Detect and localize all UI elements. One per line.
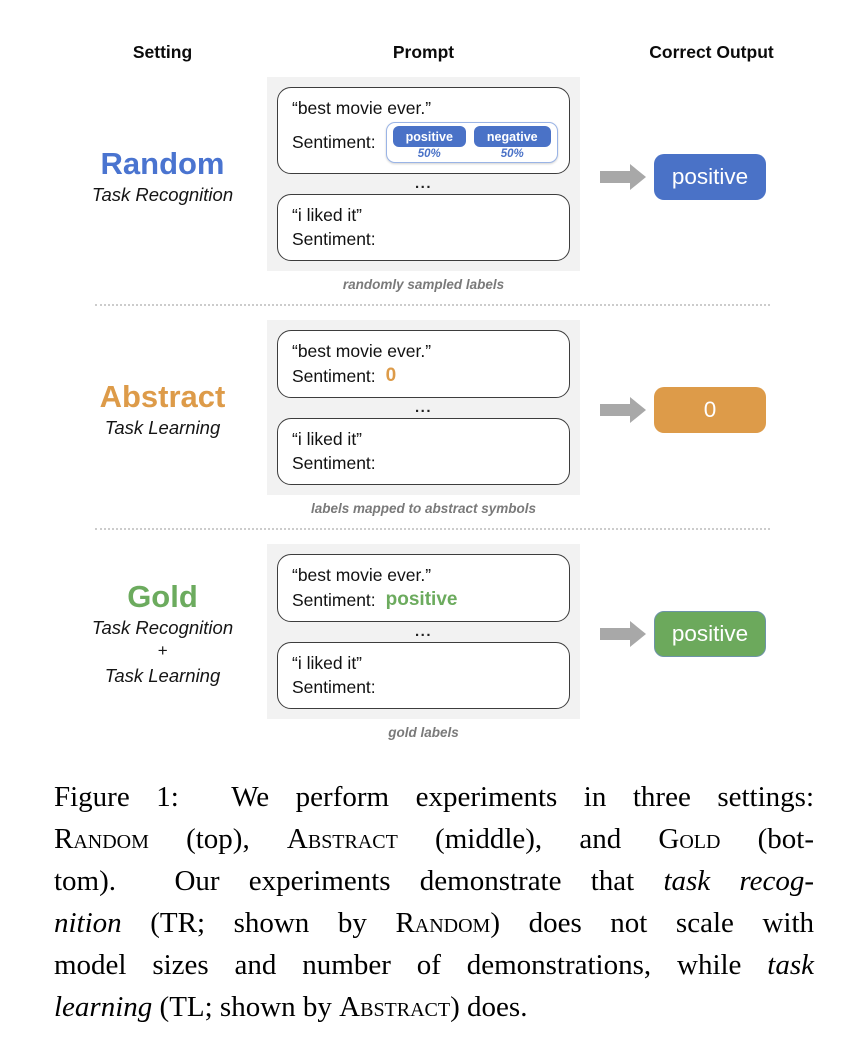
setting-subtitle: Task Recognition	[91, 617, 234, 639]
review-text: “i liked it”	[292, 205, 363, 226]
sentiment-value: positive	[385, 589, 458, 611]
output-column	[580, 154, 868, 200]
arrow-right-icon	[600, 397, 646, 423]
ellipsis: ...	[414, 399, 432, 417]
panel-caption: labels mapped to abstract symbols	[310, 501, 537, 517]
plus-sign: +	[157, 641, 168, 661]
negative-choice-button: negative	[474, 126, 551, 147]
review-text: “best movie ever.”	[292, 565, 432, 586]
review-text: “i liked it”	[292, 429, 363, 450]
sentiment-label: Sentiment:	[292, 453, 376, 474]
setting-row-gold	[0, 544, 868, 740]
column-header-setting: Setting	[132, 42, 193, 62]
prompt-panel	[267, 320, 580, 495]
sentiment-line	[292, 677, 555, 698]
positive-choice-probability: 50%	[417, 148, 441, 161]
arrow-right-icon	[600, 164, 646, 190]
output-column	[580, 387, 868, 433]
prompt-panel	[267, 77, 580, 271]
random-label-choice-widget	[386, 122, 558, 163]
panel-caption: gold labels	[388, 725, 459, 741]
sentiment-line	[292, 365, 555, 387]
prompt-example-box	[277, 87, 570, 174]
prompt-column	[267, 544, 580, 740]
panel-caption: randomly sampled labels	[342, 277, 505, 293]
prompt-example-box	[277, 330, 570, 398]
sentiment-line	[292, 589, 555, 611]
setting-row-abstract	[0, 320, 868, 516]
correct-output-badge: positive	[654, 154, 766, 200]
setting-label-gold	[0, 580, 255, 688]
prompt-column	[267, 77, 580, 292]
column-header-correct-output: Correct Output	[649, 42, 774, 62]
figure-caption-line: model sizes and number of demonstrations, while task	[54, 949, 814, 982]
setting-label-random	[0, 147, 255, 207]
sentiment-line	[292, 122, 555, 163]
row-divider	[95, 304, 770, 306]
figure-caption-line: learning (TL; shown by Abstract) does.	[54, 991, 528, 1024]
prompt-query-box	[277, 194, 570, 261]
setting-title: Gold	[127, 579, 198, 615]
ellipsis: ...	[414, 175, 432, 193]
setting-label-abstract	[0, 380, 255, 440]
prompt-panel	[267, 544, 580, 719]
setting-row-random	[0, 77, 868, 292]
choice-positive	[393, 126, 466, 160]
prompt-column	[267, 320, 580, 516]
figure-caption-line: nition (TR; shown by Random) does not scale with	[54, 907, 814, 940]
review-text: “best movie ever.”	[292, 98, 432, 118]
review-text: “i liked it”	[292, 653, 363, 674]
row-divider	[95, 528, 770, 530]
prompt-example-box	[277, 554, 570, 622]
setting-subtitle: Task Recognition	[91, 183, 234, 205]
figure-caption-line: Figure 1: We perform experiments in three settings:	[54, 781, 814, 814]
correct-output-badge: 0	[654, 387, 766, 433]
negative-choice-probability: 50%	[500, 148, 524, 161]
review-text: “best movie ever.”	[292, 341, 432, 362]
sentiment-line	[292, 229, 555, 250]
figure-caption-line: Random (top), Abstract (middle), and Gold (bot-	[54, 823, 815, 856]
correct-output-badge: positive	[654, 611, 766, 657]
setting-subtitle: Task Learning	[104, 417, 221, 439]
setting-title: Random	[100, 145, 225, 181]
prompt-query-box	[277, 642, 570, 709]
prompt-query-box	[277, 418, 570, 485]
sentiment-label: Sentiment:	[292, 677, 376, 698]
sentiment-value: 0	[385, 365, 397, 387]
ellipsis: ...	[414, 623, 432, 641]
sentiment-label: Sentiment:	[292, 589, 376, 610]
figure-caption	[54, 776, 814, 1028]
figure-caption-line: tom). Our experiments demonstrate that task recog-	[54, 865, 814, 898]
sentiment-label: Sentiment:	[292, 132, 376, 153]
sentiment-label: Sentiment:	[292, 229, 376, 250]
column-header-prompt: Prompt	[392, 42, 455, 62]
choice-negative	[474, 126, 551, 160]
setting-subtitle: Task Learning	[104, 665, 221, 687]
sentiment-line	[292, 453, 555, 474]
setting-title: Abstract	[99, 379, 226, 415]
arrow-right-icon	[600, 621, 646, 647]
positive-choice-button: positive	[393, 126, 466, 147]
sentiment-label: Sentiment:	[292, 365, 376, 386]
output-column	[580, 611, 868, 657]
column-headers	[0, 0, 868, 63]
